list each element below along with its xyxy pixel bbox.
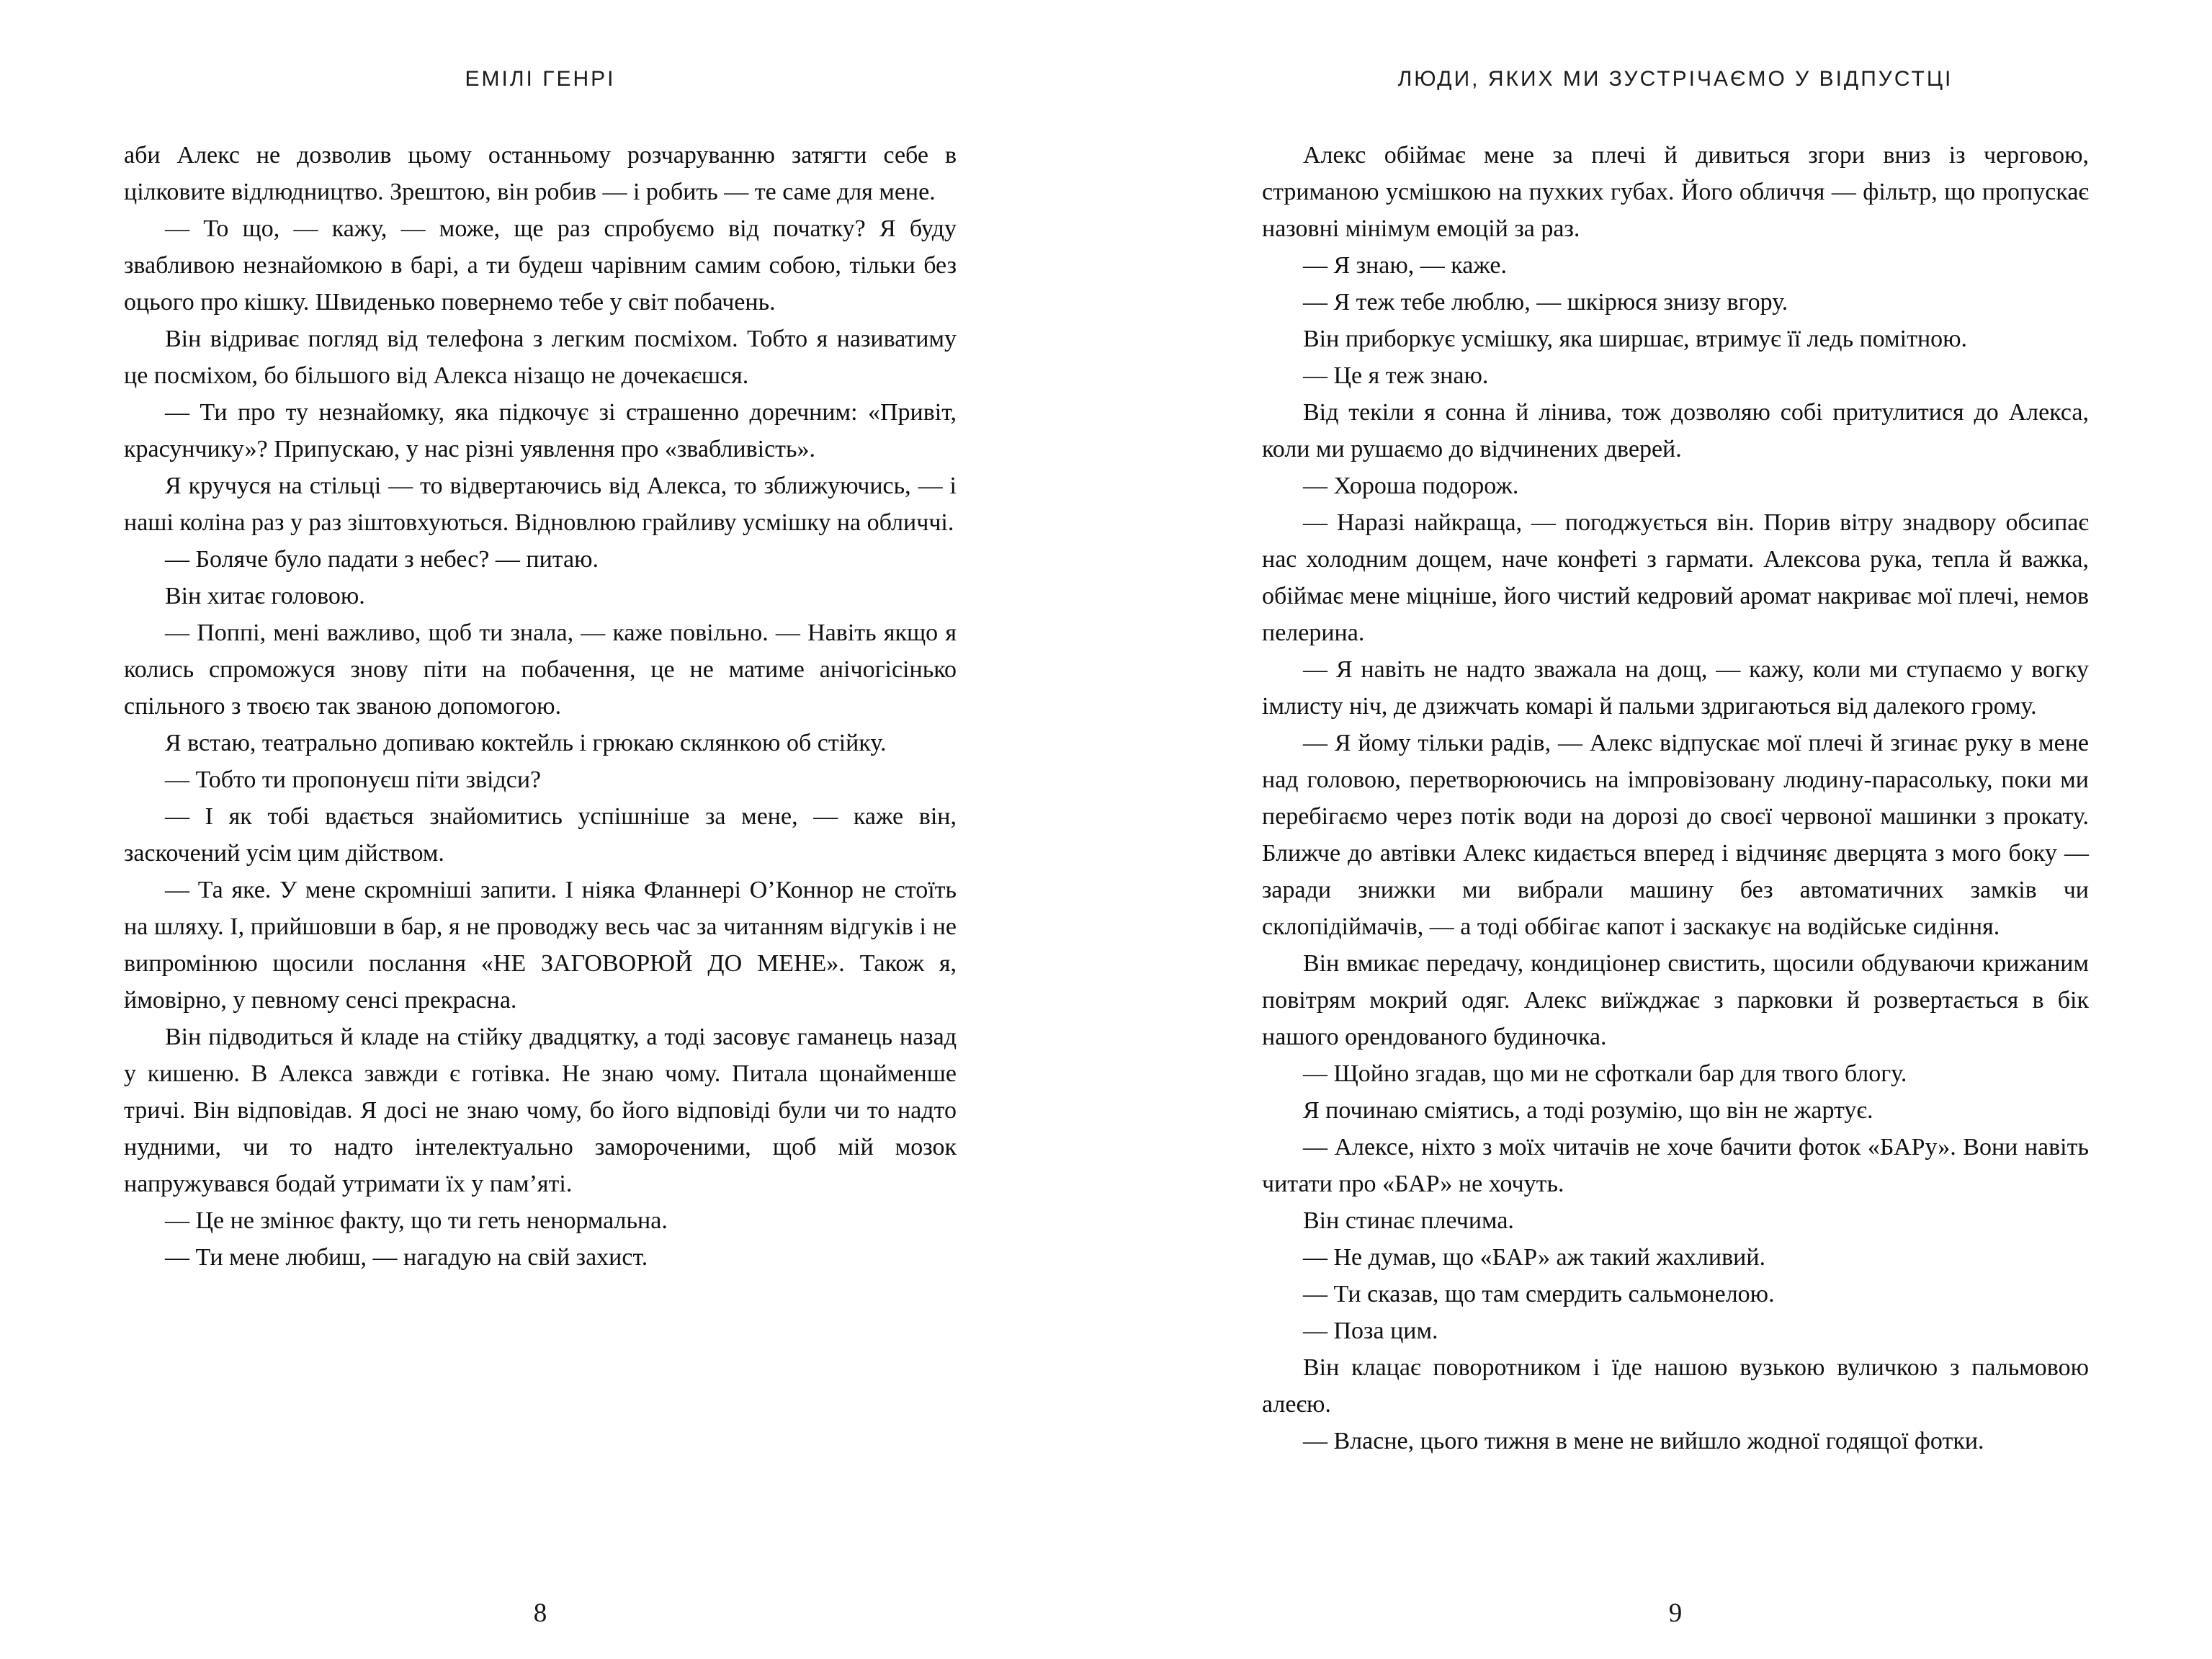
paragraph: Алекс обіймає мене за плечі й дивиться згори вниз із черговою, стриманою усмішкою на пухких губах. Його обличчя — фільтр, що пропускає назовні мінімум емоцій за раз.	[1262, 142, 2089, 242]
paragraph: — Тобто ти пропонуєш піти звідси?	[165, 766, 542, 793]
page-right-text	[1262, 137, 2089, 1459]
page-number-left: 8	[533, 1598, 547, 1628]
paragraph: — То що, — кажу, — може, ще раз спробуємо від початку? Я буду звабливою незнайомкою в барі, а ти будеш чарівним самим собою, тільки без оцього про кішку. Швиденько повернемо тебе у світ побачень.	[124, 215, 957, 316]
paragraph: Я кручуся на стільці — то відвертаючись від Алекса, то зближуючись, — і наші коліна раз у раз зіштовхуються. Відновлюю грайливу усмішку на обличчі.	[124, 473, 957, 536]
paragraph: Він клацає поворотником і їде нашою вузькою вуличкою з пальмовою алеєю.	[1262, 1354, 2089, 1418]
paragraph: — Це не змінює факту, що ти геть ненормальна.	[165, 1207, 668, 1234]
paragraph: — Не думав, що «БАР» аж такий жахливий.	[1303, 1244, 1766, 1271]
paragraph: Я встаю, театрально допиваю коктейль і грюкаю склянкою об стійку.	[165, 730, 887, 756]
paragraph: — Ти про ту незнайомку, яка підкочує зі страшенно доречним: «Привіт, красунчику»? Припускаю, у нас різні уявлення про «звабливість».	[124, 399, 957, 462]
paragraph: — Я йому тільки радів, — Алекс відпускає мої плечі й згинає руку в мене над головою, перетворюючись на імпровізовану людину-парасольку, поки ми перебігаємо через потік води на дорозі до своєї червоної машинки з прокату. Ближче до автівки Алекс кидається вперед і відчиняє дверцята з мого боку — заради знижки ми вибрали машину без автоматичних замків чи склопідіймачів, — а тоді оббігає капот і заскакує на водійське сидіння.	[1262, 730, 2089, 940]
paragraph: Він підводиться й кладе на стійку двадцятку, а тоді засовує гаманець назад у кишеню. В Алекса завжди є готівка. Не знаю чому. Питала щонайменше тричі. Він відповідав. Я досі не знаю чому, бо його відповіді були чи то надто нудними, чи то надто інтелектуально замороченими, щоб мій мозок напружувався бодай утримати їх у пам’яті.	[124, 1024, 957, 1197]
running-header-author: ЕМІЛІ ГЕНРІ	[465, 67, 616, 91]
paragraph: Він приборкує усмішку, яка ширшає, втримує її ледь помітною.	[1303, 326, 1968, 352]
paragraph: Він стинає плечима.	[1303, 1207, 1514, 1234]
paragraph: — Боляче було падати з небес? — питаю.	[165, 546, 599, 573]
paragraph: аби Алекс не дозволив цьому останньому розчаруванню затягти себе в цілковите відлюдництво. Зрештою, він робив — і робить — те саме для мене.	[124, 142, 957, 205]
paragraph: Він вмикає передачу, кондиціонер свистить, щосили обдуваючи крижаним повітрям мокрий одяг. Алекс виїжджає з парковки й розвертається в бік нашого орендованого будиночка.	[1262, 950, 2089, 1050]
paragraph: — Щойно згадав, що ми не сфоткали бар для твого блогу.	[1303, 1060, 1907, 1087]
paragraph: — Я теж тебе люблю, — шкірюся знизу вгору.	[1303, 289, 1788, 316]
paragraph: — Поза цим.	[1303, 1318, 1438, 1344]
paragraph: Від текіли я сонна й лінива, тож дозволяю собі притулитися до Алекса, коли ми рушаємо до відчинених дверей.	[1262, 399, 2089, 462]
page-number-right: 9	[1668, 1598, 1683, 1628]
paragraph: — Наразі найкраща, — погоджується він. Порив вітру знадвору обсипає нас холодним дощем, наче конфеті з гармати. Алексова рука, тепла й важка, обіймає мене міцніше, його чистий кедровий аромат накриває мої плечі, немов пелерина.	[1262, 509, 2089, 646]
paragraph: Я починаю сміятись, а тоді розумію, що він не жартує.	[1303, 1097, 1873, 1124]
paragraph: — Власне, цього тижня в мене не вийшло жодної годящої фотки.	[1303, 1428, 1984, 1454]
paragraph: — Я знаю, — каже.	[1303, 252, 1508, 279]
paragraph: Він відриває погляд від телефона з легким посміхом. Тобто я називатиму це посміхом, бо більшого від Алекса нізащо не дочекаєшся.	[124, 326, 957, 389]
paragraph: — Це я теж знаю.	[1303, 362, 1489, 389]
paragraph: — Поппі, мені важливо, щоб ти знала, — каже повільно. — Навіть якщо я колись спроможуся знову піти на побачення, це не матиме анічогісінько спільного з твоєю так званою допомогою.	[124, 620, 957, 720]
paragraph: — Алексе, ніхто з моїх читачів не хоче бачити фоток «БАРу». Вони навіть читати про «БАР» не хочуть.	[1262, 1134, 2089, 1197]
running-header-book-title: ЛЮДИ, ЯКИХ МИ ЗУСТРІЧАЄМО У ВІДПУСТЦІ	[1397, 67, 1953, 91]
paragraph: — Хороша подорож.	[1303, 473, 1519, 499]
paragraph: — Я навіть не надто зважала на дощ, — кажу, коли ми ступаємо у вогку імлисту ніч, де дзижчать комарі й пальми здригаються від далекого грому.	[1262, 656, 2089, 720]
paragraph: — Ти мене любиш, — нагадую на свій захист.	[165, 1244, 648, 1271]
paragraph: — Ти сказав, що там смердить сальмонелою.	[1303, 1281, 1775, 1307]
paragraph: — І як тобі вдається знайомитись успішніше за мене, — каже він, заскочений усім цим дійством.	[124, 803, 957, 867]
page-left-text	[124, 137, 957, 1276]
paragraph: — Та яке. У мене скромніші запити. І ніяка Фланнері О’Коннор не стоїть на шляху. І, прийшовши в бар, я не проводжу весь час за читанням відгуків і не випромінюю щосили послання «НЕ ЗАГОВОРЮЙ ДО МЕНЕ». Також я, ймовірно, у певному сенсі прекрасна.	[124, 877, 957, 1014]
paragraph: Він хитає головою.	[165, 583, 365, 609]
